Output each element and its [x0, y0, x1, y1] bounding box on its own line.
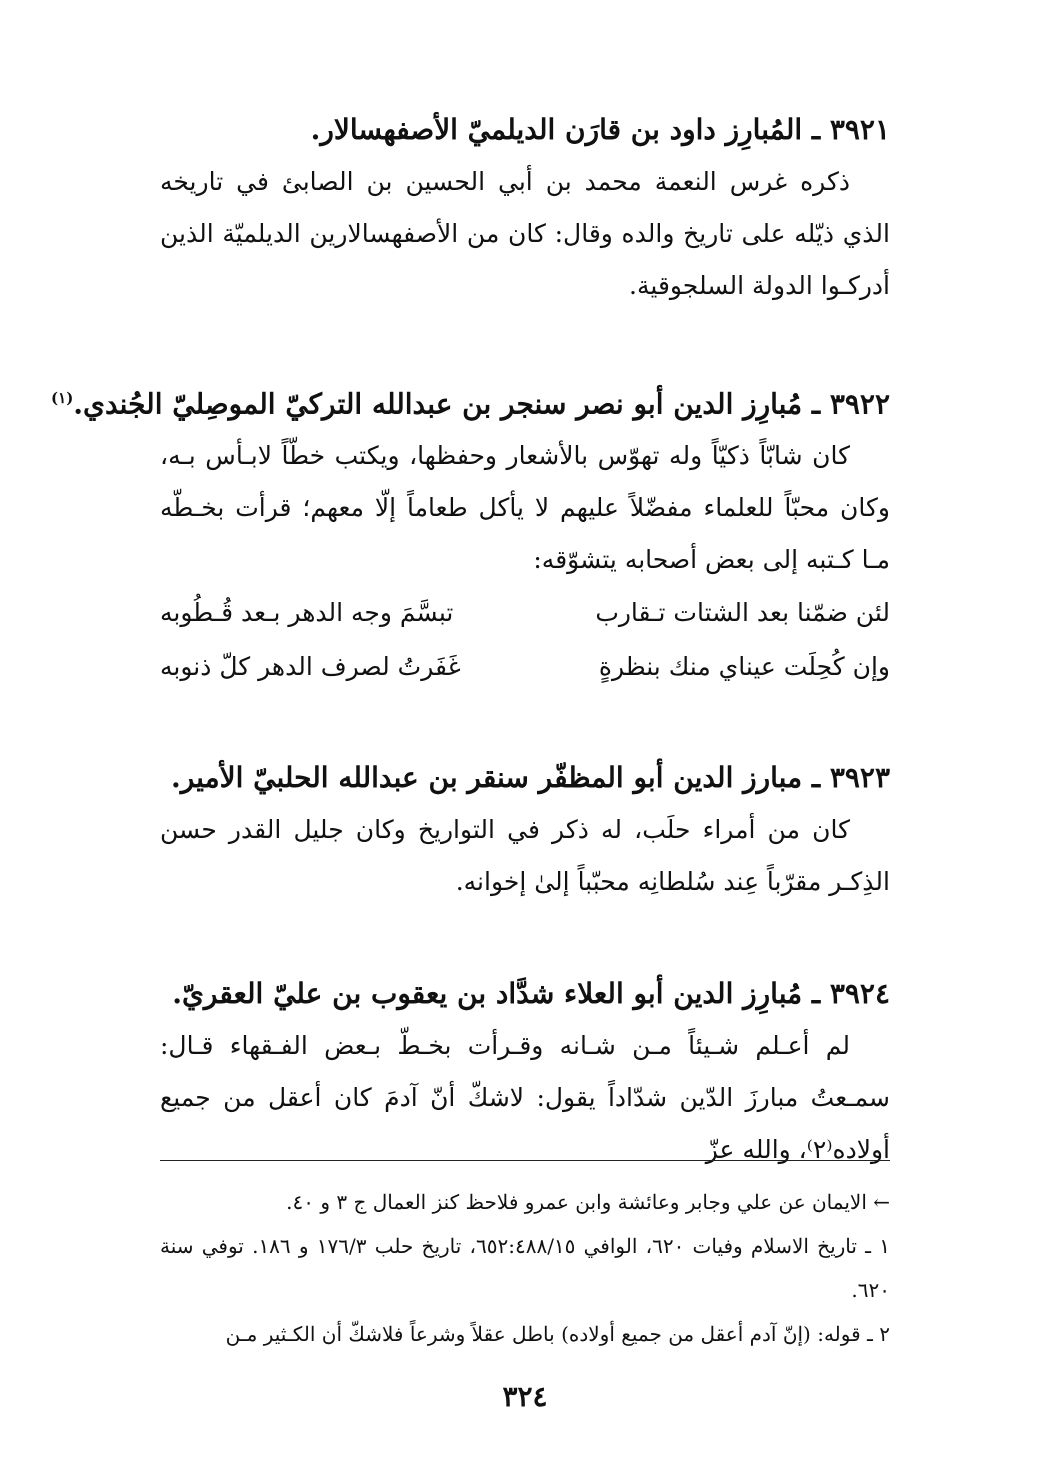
footnote-ref: (١) — [51, 389, 74, 407]
entry-3921 — [160, 104, 890, 312]
entry-paragraph: كان من أمراء حلَب، له ذكر في التواريخ وكان جليل القدر حسن الذِكـر مقرّباً عِند سُلطانِه محبّباً إلىٰ إخوانه. — [160, 815, 890, 896]
footnote-divider — [160, 1160, 890, 1161]
entry-paragraph: ذكره غرس النعمة محمد بن أبي الحسين بن الصابئ في تاريخه الذي ذيّله على تاريخ والده وقال: كان من الأصفهسالارين الديلميّة الذين أدركـوا الدولة السلجوقية. — [160, 167, 890, 300]
entry-title-text: ٣٩٢٢ ـ مُبارِز الدين أبو نصر سنجر بن عبدالله التركيّ الموصِليّ الجُندي. — [73, 387, 890, 421]
footnote-2: ٢ ـ قوله: (إنّ آدم أعقل من جميع أولاده) باطل عقلاً وشرعاً فلاشكّ أن الكـثير مـن — [225, 1322, 890, 1346]
entry-body — [160, 430, 890, 586]
verse-line — [160, 586, 890, 640]
verse-first-hemistich: وإن كُحِلَت عيناي منك بنظرةٍ — [598, 652, 890, 682]
entry-3922 — [51, 372, 890, 694]
footnote-1: ١ ـ تاريخ الاسلام وفيات ٦٢٠، الوافي ٦٥٢:٤٨٨/١٥، تاريخ حلب ١٧٦/٣ و ١٨٦. توفي سنة ٦٢٠. — [160, 1234, 890, 1302]
entry-paragraph: لم أعـلم شـيئاً مـن شـانه وقـرأت بخـطّ بـعض الفـقهاء قـال: سمـعتُ مبارزَ الدّين شدّاداً يقول: لاشكّ أنّ آدمَ كان أعقل من جميع أولاده⁽٢⁾، والله عزّ — [160, 1031, 890, 1164]
entry-title: ٣٩٢١ ـ المُبارِز داود بن قارَن الديلميّ الأصفهسالار. — [310, 113, 890, 146]
entry-title: ٣٩٢٤ ـ مُبارِز الدين أبو العلاء شدَّاد بن يعقوب بن عليّ العقريّ. — [172, 977, 890, 1010]
poem — [160, 586, 890, 694]
verse-second-hemistich: تبسَّمَ وجه الدهر بـعد قُـطُوبه — [160, 598, 454, 628]
page-number: ٣٢٤ — [502, 1380, 548, 1413]
verse-line — [160, 640, 890, 694]
entry-body — [160, 804, 890, 908]
entry-3924 — [160, 968, 890, 1176]
entry-title — [51, 372, 890, 430]
verse-second-hemistich: غَفَرتُ لصرف الدهر كلّ ذنوبه — [160, 652, 461, 682]
verse-first-hemistich: لئن ضمّنا بعد الشتات تـقارب — [595, 598, 890, 628]
entry-title: ٣٩٢٣ ـ مبارز الدين أبو المظفّر سنقر بن عبدالله الحلبيّ الأمير. — [170, 761, 890, 794]
entry-body — [160, 156, 890, 312]
entry-paragraph: كان شابّاً ذكيّاً وله تهوّس بالأشعار وحفظها، ويكتب خطّاً لابـأس بـه، وكان محبّاً للعلماء مفضّلاً عليهم لا يأكل طعاماً إلّا معهم؛ قرأت بخـطّه مـا كـتبه إلى بعض أصحابه يتشوّقه: — [160, 441, 890, 575]
entry-3923 — [160, 752, 890, 908]
entry-body — [160, 1020, 890, 1176]
footnote-continuation: ← الايمان عن علي وجابر وعائشة وابن عمرو فلاحظ كنز العمال ج ٣ و ٤٠. — [286, 1190, 890, 1214]
footnotes — [160, 1180, 890, 1356]
